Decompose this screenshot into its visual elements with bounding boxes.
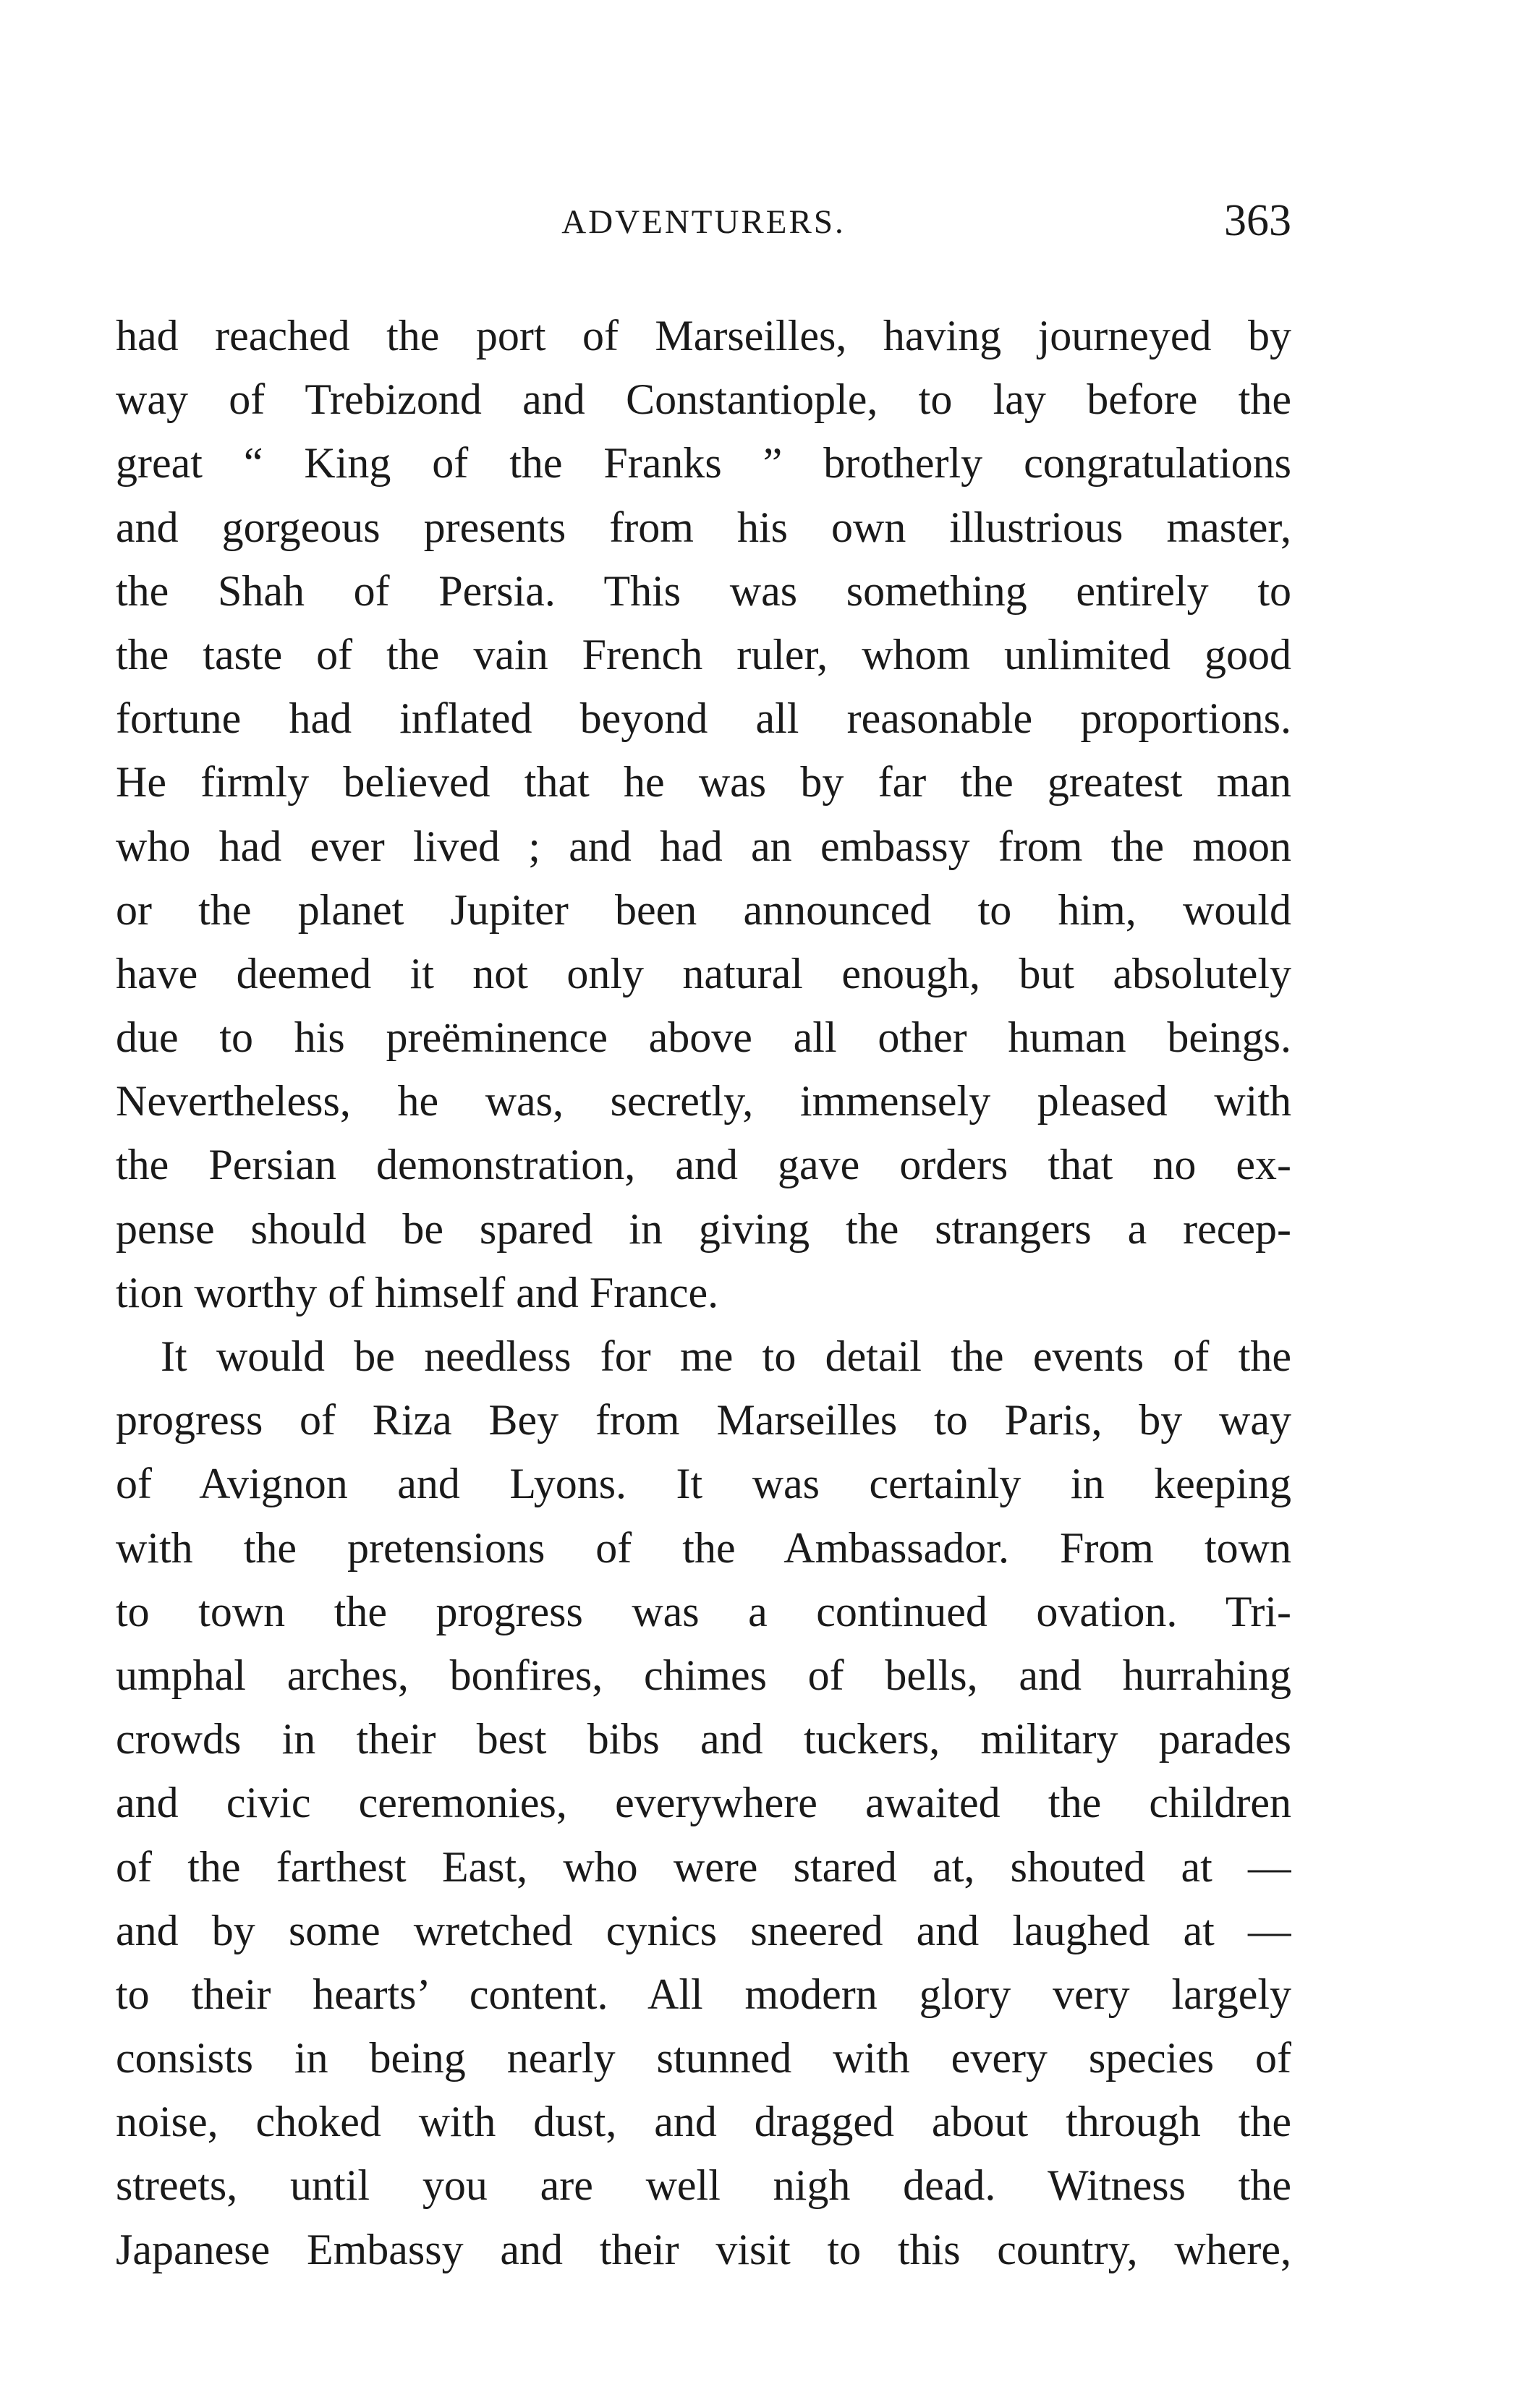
text-line: Nevertheless, he was, secretly, immensely pleased with xyxy=(116,1077,1291,1126)
text-line: tion worthy of himself and France. xyxy=(116,1268,719,1316)
text-line: crowds in their best bibs and tuckers, military parades xyxy=(116,1715,1291,1764)
running-head: ADVENTURERS. xyxy=(561,203,846,241)
text-line: the Persian demonstration, and gave orders that no ex- xyxy=(116,1141,1291,1189)
text-line: Japanese Embassy and their visit to this country, where, xyxy=(116,2225,1291,2273)
text-line: progress of Riza Bey from Marseilles to Paris, by way xyxy=(116,1396,1291,1445)
text-line: He firmly believed that he was by far the greatest man xyxy=(116,758,1291,807)
text-line: and by some wretched cynics sneered and laughed at — xyxy=(116,1906,1291,1954)
text-line: of Avignon and Lyons. It was certainly in keeping xyxy=(116,1460,1291,1508)
text-line: and gorgeous presents from his own illustrious master, xyxy=(116,503,1291,551)
text-line: great “ King of the Franks ” brotherly congratulations xyxy=(116,439,1291,488)
text-line: pense should be spared in giving the strangers a recep- xyxy=(116,1204,1291,1253)
text-line: with the pretensions of the Ambassador. From town xyxy=(116,1523,1291,1572)
text-line: had reached the port of Marseilles, having journeyed by xyxy=(116,312,1291,360)
text-line: way of Trebizond and Constantiople, to lay before the xyxy=(116,375,1291,424)
page-number: 363 xyxy=(1224,196,1291,245)
text-line: the taste of the vain French ruler, whom unlimited good xyxy=(116,630,1291,678)
text-line: consists in being nearly stunned with every species of xyxy=(116,2034,1291,2082)
text-line: umphal arches, bonfires, chimes of bells, and hurrahing xyxy=(116,1651,1291,1699)
page-header xyxy=(116,195,1291,253)
text-line: to town the progress was a continued ovation. Tri- xyxy=(116,1587,1291,1635)
text-line: who had ever lived ; and had an embassy from the moon xyxy=(116,822,1291,870)
text-line: to their hearts’ content. All modern glory very largely xyxy=(116,1970,1291,2018)
text-line: of the farthest East, who were stared at, shouted at — xyxy=(116,1842,1291,1891)
text-line: have deemed it not only natural enough, but absolutely xyxy=(116,949,1291,997)
text-line: and civic ceremonies, everywhere awaited the children xyxy=(116,1779,1291,1827)
text-line: the Shah of Persia. This was something entirely to xyxy=(116,566,1291,615)
text-line: It would be needless for me to detail the events of the xyxy=(161,1332,1291,1380)
text-line: or the planet Jupiter been announced to him, would xyxy=(116,885,1291,934)
text-line: due to his preëminence above all other human beings. xyxy=(116,1013,1291,1062)
text-line: streets, until you are well nigh dead. Witness the xyxy=(116,2161,1291,2210)
body-text xyxy=(116,304,1291,2281)
text-line: fortune had inflated beyond all reasonable proportions. xyxy=(116,694,1291,743)
text-line: noise, choked with dust, and dragged about through the xyxy=(116,2098,1291,2146)
